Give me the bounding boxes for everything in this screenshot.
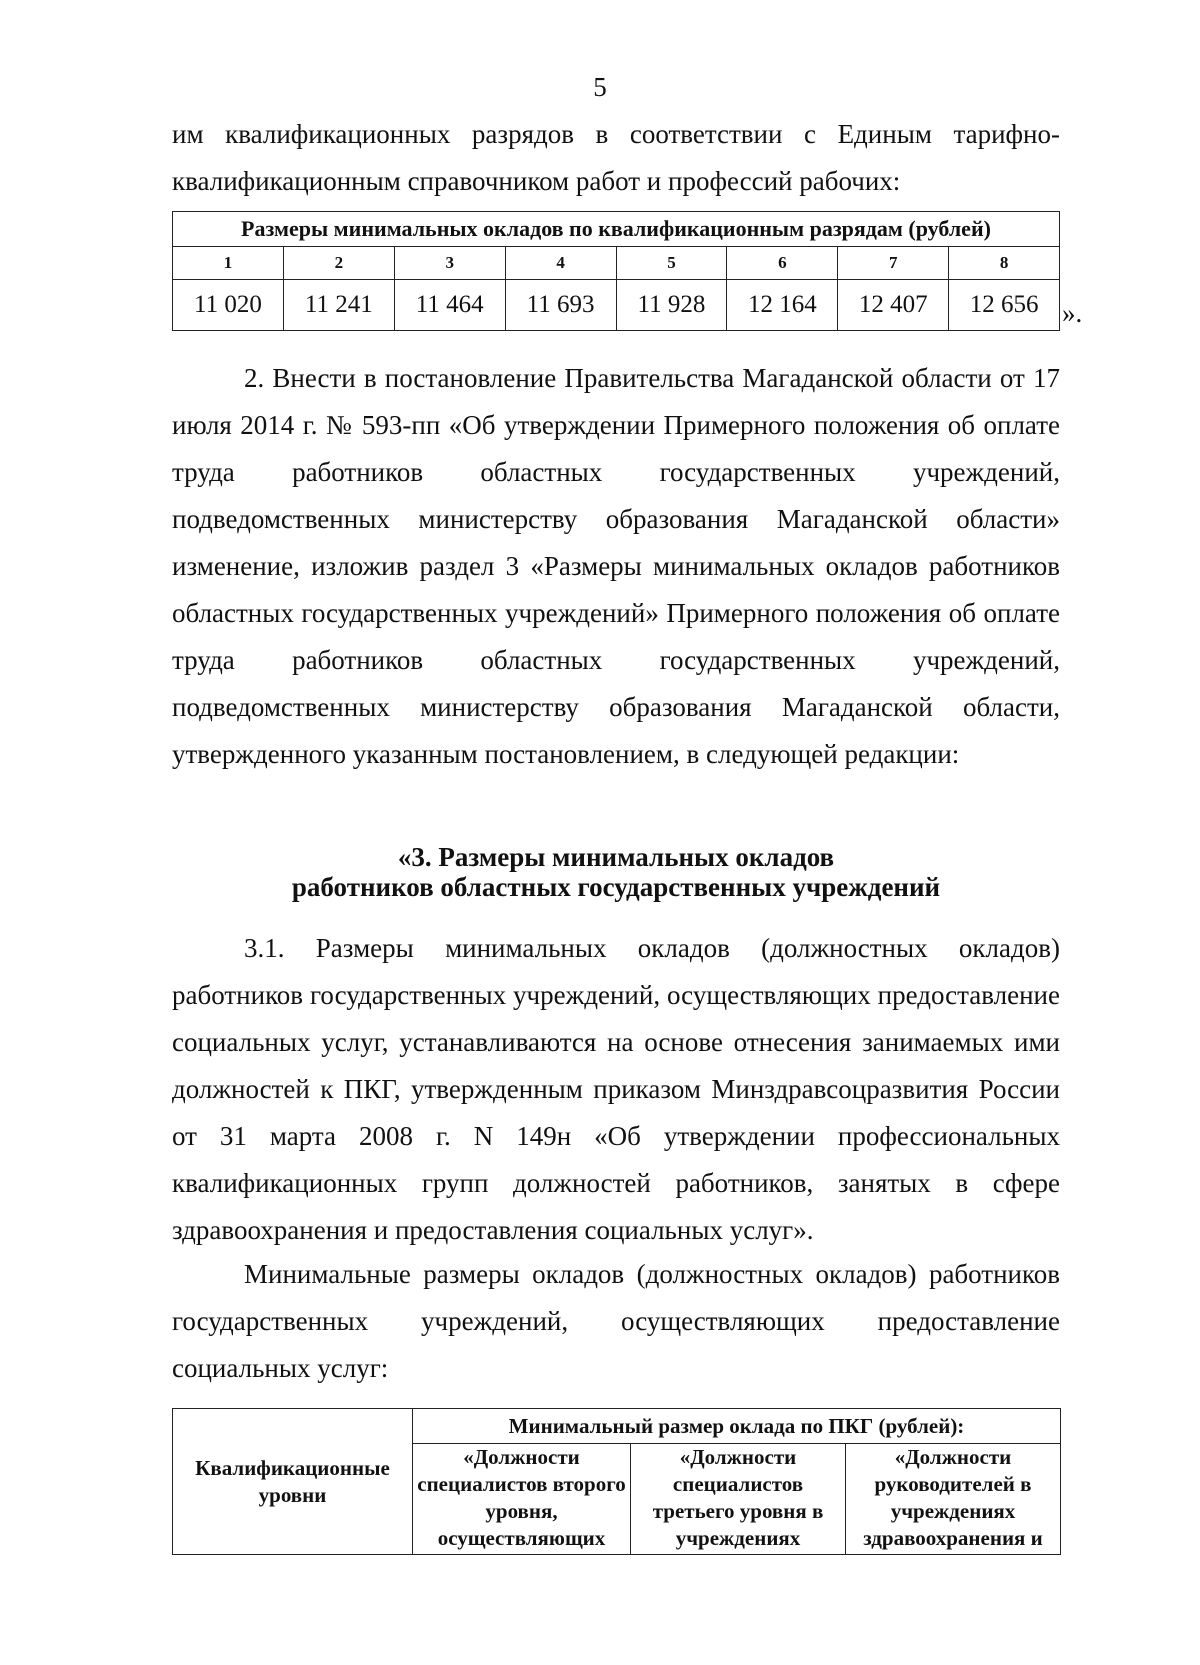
grade-number: 7: [838, 247, 949, 280]
paragraph-3-1: 3.1. Размеры минимальных окладов (должностных окладов) работников государственных учреждений, осуществляющих предоставление социальных услуг, устанавливаются на основе отнесения занимаемых ими должностей к ПКГ, утвержденным приказом Минздравсоцразвития России от 31 марта 2008 г. N 149н «Об утверждении профессиональных квалификационных групп должностей работников, занятых в сфере здравоохранения и предоставления социальных услуг».: [172, 933, 1060, 1245]
salary-value: 12 656: [949, 280, 1060, 331]
section-3-heading: [172, 842, 1060, 902]
salary-value: 11 241: [283, 280, 394, 331]
grade-number: 4: [505, 247, 616, 280]
paragraph-2: 2. Внести в постановление Правительства Магаданской области от 17 июля 2014 г. № 593-пп «Об утверждении Примерного положения об оплате труда работников областных государственных учреждений, подведомственных министерству образования Магаданской области» изменение, изложив раздел 3 «Размеры минимальных окладов работников областных государственных учреждений» Примерного положения об оплате труда работников областных государственных учреждений, подведомственных министерству образования Магаданской области, утвержденного указанным постановлением, в следующей редакции:: [172, 363, 1060, 769]
section-heading-line-1: «3. Размеры минимальных окладов: [397, 842, 835, 872]
salary-value: 11 693: [505, 280, 616, 331]
section-heading-line-2: работников областных государственных учреждений: [291, 872, 941, 902]
salary-value: 11 464: [394, 280, 505, 331]
min-salary-group-header: Минимальный размер оклада по ПКГ (рублей):: [413, 1409, 1061, 1444]
salary-value: 12 164: [727, 280, 838, 331]
salary-value: 11 020: [173, 280, 284, 331]
grade-table-header: Размеры минимальных окладов по квалификационным разрядам (рублей): [173, 212, 1060, 247]
page-number: 5: [593, 72, 607, 102]
salary-value: 12 407: [838, 280, 949, 331]
intro-line-1: им квалификационных разрядов в соответствии с Единым тарифно-: [172, 119, 1060, 149]
column-header: «Должности специалистов третьего уровня в учреждениях: [631, 1444, 846, 1555]
grade-number: 5: [616, 247, 727, 280]
column-header: «Должности специалистов второго уровня, осуществляющих: [413, 1444, 631, 1555]
intro-line-2: квалификационным справочником работ и профессий рабочих:: [172, 166, 901, 196]
grade-number: 8: [949, 247, 1060, 280]
column-header: «Должности руководителей в учреждениях здравоохранения и: [846, 1444, 1061, 1555]
closing-quote-mark: ».: [1062, 298, 1083, 328]
grade-number: 2: [283, 247, 394, 280]
salary-value: 11 928: [616, 280, 727, 331]
grade-number: 3: [394, 247, 505, 280]
grade-salary-table: [172, 211, 1060, 331]
grade-number: 1: [173, 247, 284, 280]
pkg-salary-table: [172, 1408, 1061, 1555]
grade-number: 6: [727, 247, 838, 280]
paragraph-min-salaries: Минимальные размеры окладов (должностных окладов) работников государственных учреждений, осуществляющих предоставление социальных услуг:: [172, 1259, 1060, 1383]
qualification-levels-header: Квалификационные уровни: [173, 1409, 413, 1555]
